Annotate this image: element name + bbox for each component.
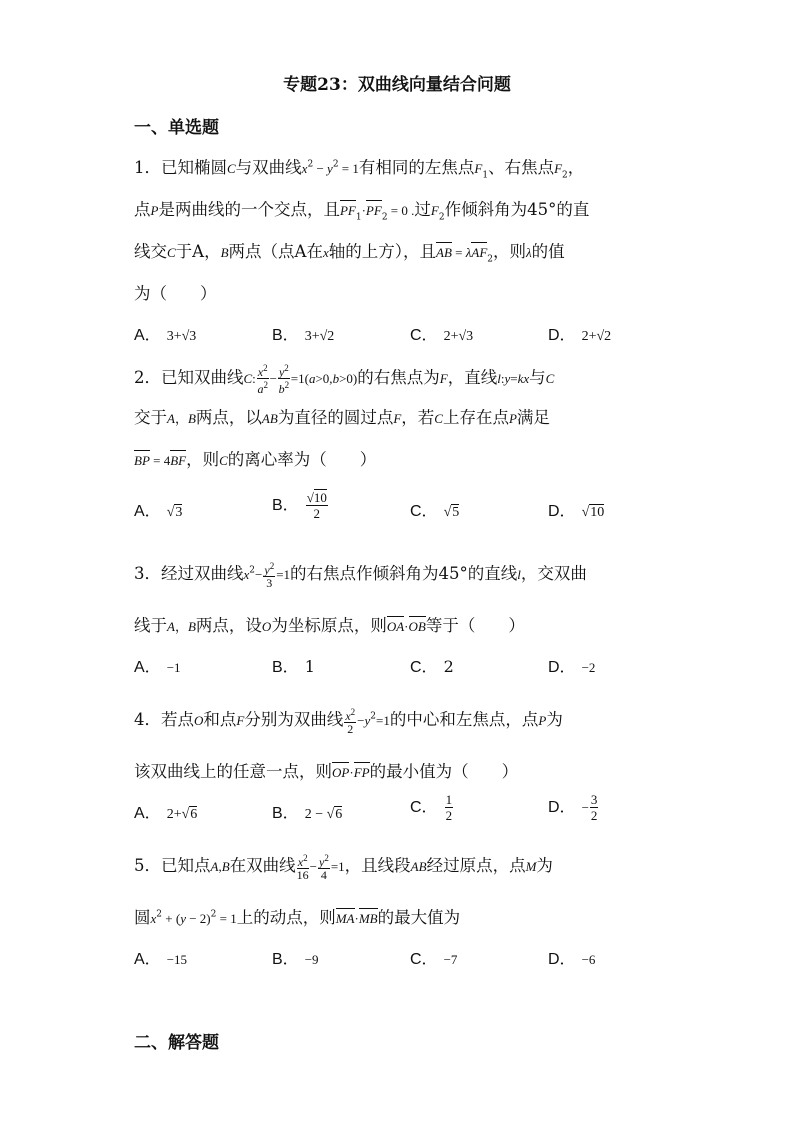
q3-option-c: C． 2 <box>410 657 454 676</box>
q2-line-2: 交于A，B两点，以AB为直径的圆过点F，若C上存在点P满足 <box>134 408 550 427</box>
q1-line-2: 点P是两曲线的一个交点，且$PF_1\cdot PF_2 = 0$ .过$F_2$作倾斜角为45°的直 <box>134 200 590 223</box>
q4-option-c: C． $\frac{1}{2}$ <box>410 792 453 823</box>
q3-line-1: 3．经过双曲线$x^2-$ $\frac{y^2}{3}$ =1的右焦点作倾斜角为45°的直线l，交双曲 <box>134 561 587 590</box>
q4-option-d: D． − $\frac{3}{2}$ <box>548 792 598 823</box>
q2-option-a: A． √3 <box>134 503 183 520</box>
q2-option-d: D． √10 <box>548 503 605 520</box>
q5-line-1: 5．已知点A,B在双曲线 $\frac{x^2}{16}$ − $\frac{y^2}{4}$ =1，且线段AB经过原点，点M为 <box>134 853 553 882</box>
section-heading-answer: 二、解答题 <box>134 1033 219 1053</box>
q1-line-4: 为（ ） <box>134 284 217 303</box>
q1-option-a: A． 3+√3 <box>134 327 197 344</box>
q5-option-d: D． −6 <box>548 951 596 968</box>
q3-line-2: 线于A，B两点，设O为坐标原点，则OA·OB等于（ ） <box>134 616 525 635</box>
q4-option-a: A． 2+√6 <box>134 805 198 822</box>
q1-option-b: B． 3+√2 <box>272 327 335 344</box>
q2-option-c: C． √5 <box>410 503 460 520</box>
q1-line-1: 1．已知椭圆C与双曲线$x^2 - y^2 = 1$有相同的左焦点$F_1$、右焦点$F_2$， <box>134 158 585 181</box>
q1-option-d: D． 2+√2 <box>548 327 612 344</box>
q2-line-3: BP = 4BF，则C的离心率为（ ） <box>134 450 377 469</box>
q4-line-2: 该双曲线上的任意一点，则OP·FP的最小值为（ ） <box>134 762 519 781</box>
page-title: 专题23：双曲线向量结合问题 <box>283 75 511 95</box>
section-heading-single-choice: 一、单选题 <box>134 118 219 138</box>
q5-line-2: 圆$x^2 + (y - 2)^2 = 1$上的动点，则MA·MB的最大值为 <box>134 908 461 927</box>
q3-option-b: B． 1 <box>272 657 315 676</box>
q3-option-a: A． −1 <box>134 659 181 676</box>
q4-line-1: 4．若点O和点F分别为双曲线 $\frac{x^2}{2}$ $-y^2=1$的中心和左焦点，点P为 <box>134 707 563 736</box>
q2-option-b: B． $\frac{√10}{2}$ <box>272 490 327 521</box>
q1-line-3: 线交C于A，B两点（点A在x轴的上方），且AB = λAF$_2$，则λ的值 <box>134 242 565 265</box>
q5-option-b: B． −9 <box>272 951 319 968</box>
q1-option-c: C． 2+√3 <box>410 327 474 344</box>
q5-option-c: C． −7 <box>410 951 458 968</box>
q4-option-b: B． 2 − √6 <box>272 805 343 822</box>
q3-option-d: D． −2 <box>548 659 596 676</box>
q5-option-a: A． −15 <box>134 951 188 968</box>
q2-line-1: 2．已知双曲线C: $\frac{x^2}{a^2}$ − $\frac{y^2}{b^2}$ =1(a>0,b>0)的右焦点为F，直线l:y=kx与C <box>134 363 555 396</box>
